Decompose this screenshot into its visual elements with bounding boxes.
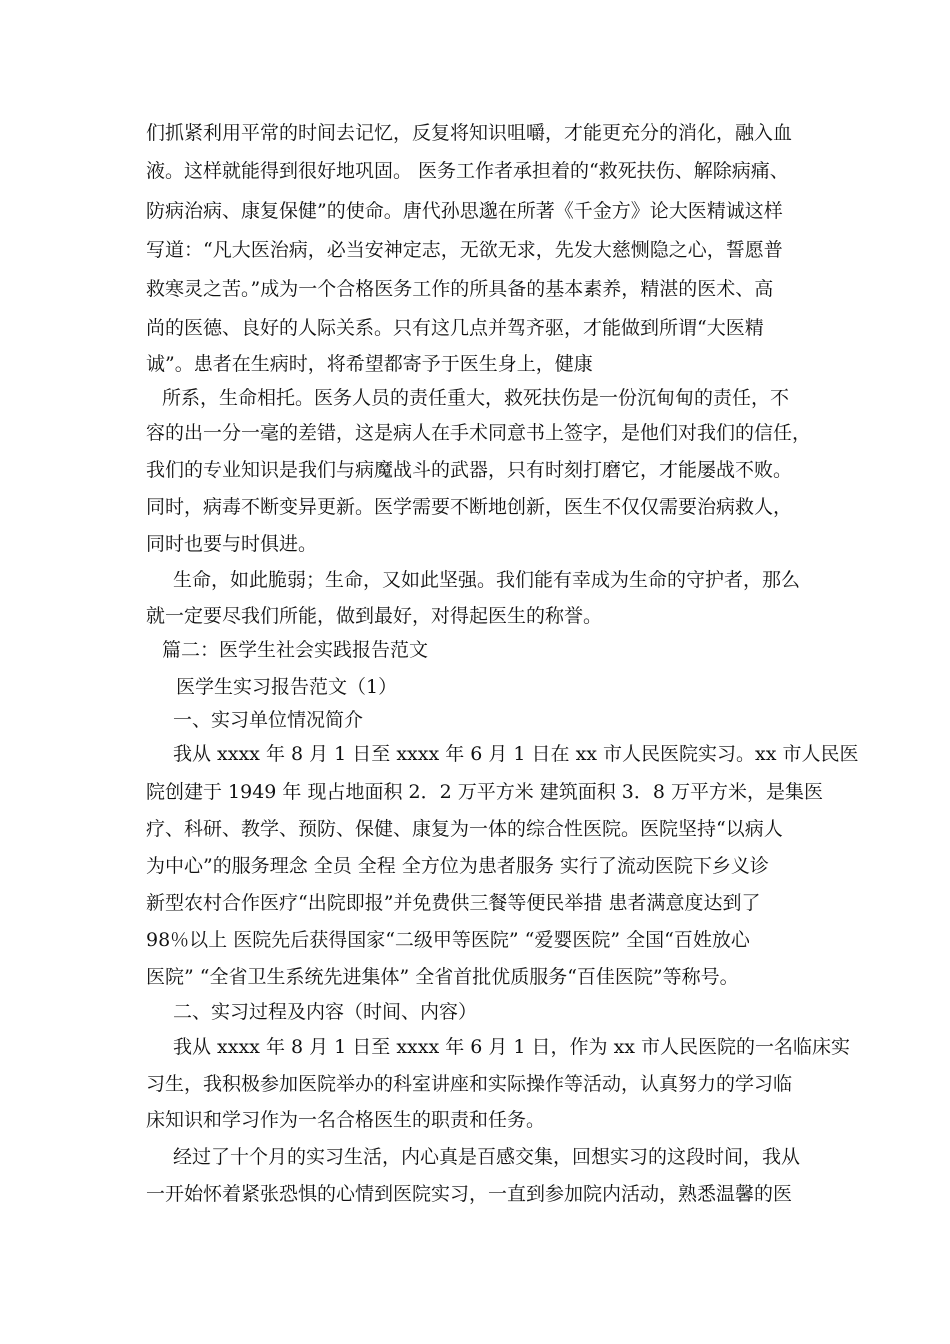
text-line: 同时也要与时俱进。 — [146, 533, 318, 555]
section-subheading: 一、实习单位情况简介 — [173, 709, 364, 731]
text-line: 所系，生命相托。医务人员的责任重大，救死扶伤是一份沉甸甸的责任，不 — [162, 387, 790, 409]
text-line: 新型农村合作医疗“出院即报”并免费供三餐等便民举措 患者满意度达到了 — [146, 892, 761, 914]
text-line: 写道：“凡大医治病，必当安神定志，无欲无求，先发大慈恻隐之心，誓愿普 — [146, 239, 783, 261]
text-line: 院创建于 1949 年 现占地面积 2．2 万平方米 建筑面积 3．8 万平方米，是集医 — [146, 781, 824, 803]
text-line: 习生，我积极参加医院举办的科室讲座和实际操作等活动，认真努力的学习临 — [146, 1073, 793, 1095]
text-line: 我从 xxxx 年 8 月 1 日至 xxxx 年 6 月 1 日，作为 xx 市人民医院的一名临床实 — [173, 1036, 851, 1058]
text-line: 我从 xxxx 年 8 月 1 日至 xxxx 年 6 月 1 日在 xx 市人民医院实习。xx 市人民医 — [173, 743, 859, 765]
text-line: 为中心”的服务理念 全员 全程 全方位为患者服务 实行了流动医院下乡义诊 — [146, 855, 769, 877]
text-line: 救寒灵之苦。”成为一个合格医务工作的所具备的基本素养，精湛的医术、高 — [146, 278, 774, 300]
section-subheading: 医学生实习报告范文（1） — [176, 676, 398, 698]
text-line: 98％以上 医院先后获得国家“二级甲等医院” “爱婴医院” 全国“百姓放心 — [146, 929, 750, 951]
text-line: 一开始怀着紧张恐惧的心情到医院实习，一直到参加院内活动，熟悉温馨的医 — [146, 1183, 793, 1205]
text-line: 诚”。患者在生病时，将希望都寄予于医生身上，健康 — [146, 353, 593, 375]
text-line: 医院” “全省卫生系统先进集体” 全省首批优质服务“百佳医院”等称号。 — [146, 966, 739, 988]
text-line: 经过了十个月的实习生活，内心真是百感交集，回想实习的这段时间，我从 — [173, 1146, 801, 1168]
text-line: 生命，如此脆弱；生命，又如此坚强。我们能有幸成为生命的守护者，那么 — [173, 569, 801, 591]
section-subheading: 二、实习过程及内容（时间、内容） — [173, 1001, 478, 1023]
text-line: 床知识和学习作为一名合格医生的职责和任务。 — [146, 1109, 546, 1131]
text-line: 疗、科研、教学、预防、保健、康复为一体的综合性医院。医院坚持“以病人 — [146, 818, 783, 840]
text-line: 们抓紧利用平常的时间去记忆，反复将知识咀嚼，才能更充分的消化，融入血 — [146, 122, 793, 144]
text-line: 防病治病、康复保健”的使命。唐代孙思邈在所著《千金方》论大医精诚这样 — [146, 200, 783, 222]
text-line: 液。这样就能得到很好地巩固。 医务工作者承担着的“救死扶伤、解除病痛、 — [146, 160, 789, 182]
section-heading: 篇二：医学生社会实践报告范文 — [162, 639, 429, 661]
text-line: 容的出一分一毫的差错，这是病人在手术同意书上签字，是他们对我们的信任， — [146, 422, 812, 444]
text-line: 我们的专业知识是我们与病魔战斗的武器，只有时刻打磨它，才能屡战不败。 — [146, 459, 793, 481]
text-line: 同时，病毒不断变异更新。医学需要不断地创新，医生不仅仅需要治病救人， — [146, 496, 793, 518]
text-line: 就一定要尽我们所能，做到最好，对得起医生的称誉。 — [146, 605, 603, 627]
text-line: 尚的医德、良好的人际关系。只有这几点并驾齐驱，才能做到所谓“大医精 — [146, 317, 764, 339]
